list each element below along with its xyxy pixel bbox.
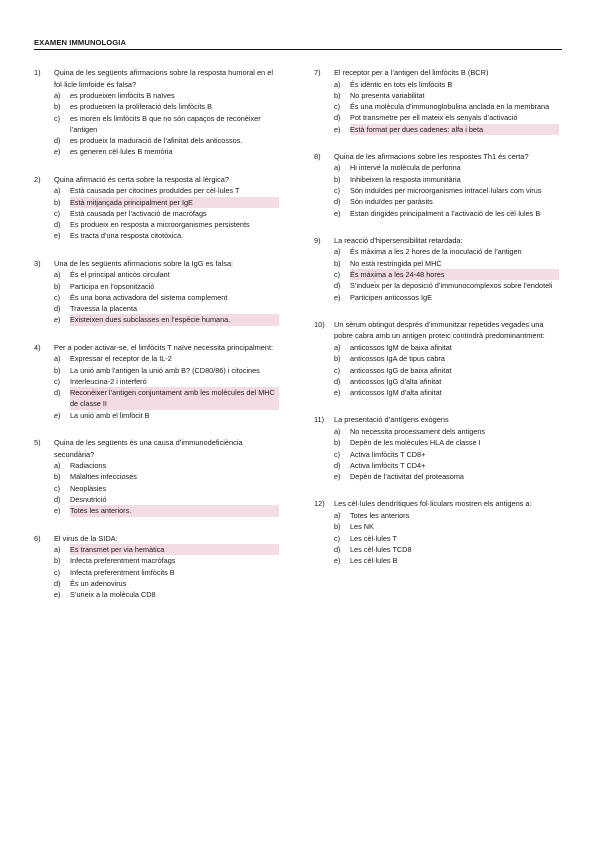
option-text: Totes les anteriors xyxy=(350,510,410,520)
option-letter: c) xyxy=(54,376,61,386)
question-2 xyxy=(34,174,279,242)
answer-option-highlighted xyxy=(334,269,559,280)
option-letter: b) xyxy=(54,281,61,291)
question-number: 12) xyxy=(314,499,325,509)
option-letter: c) xyxy=(334,270,341,280)
question-stem xyxy=(34,258,279,270)
option-text: Neoplàsies xyxy=(70,483,107,493)
answer-option-highlighted xyxy=(334,124,559,135)
answer-options xyxy=(314,79,559,135)
answer-option-highlighted xyxy=(54,197,279,208)
option-text: es produeixen la proliferació dels limfòcits B xyxy=(70,102,212,112)
option-text: És idèntic en tots els limfòcits B xyxy=(350,79,453,89)
option-letter: c) xyxy=(334,186,341,196)
option-letter: b) xyxy=(334,174,341,184)
answer-option xyxy=(334,101,559,112)
answer-option xyxy=(334,353,559,364)
option-text: Activa limfòcits T CD4+ xyxy=(350,460,426,470)
answer-option xyxy=(334,471,559,482)
option-letter: d) xyxy=(54,304,61,314)
answer-option xyxy=(54,208,279,219)
answer-option xyxy=(334,342,559,353)
option-letter: a) xyxy=(334,247,341,257)
answer-option xyxy=(54,555,279,566)
option-text: S’uneix a la molècula CD8 xyxy=(70,590,156,600)
question-number: 3) xyxy=(34,258,41,268)
answer-option xyxy=(54,146,279,157)
question-text: Una de les següents afirmacions sobre la IgG es falsa: xyxy=(54,258,234,268)
answer-option xyxy=(54,578,279,589)
option-letter: c) xyxy=(334,449,341,459)
answer-option xyxy=(54,113,279,136)
answer-option xyxy=(334,426,559,437)
option-letter: a) xyxy=(334,163,341,173)
option-text: es generen cèl·lules B memòria xyxy=(70,147,173,157)
answer-option xyxy=(54,365,279,376)
answer-options xyxy=(314,342,559,398)
question-text: La reacció d’hipersensibilitat retardada: xyxy=(334,235,463,245)
option-text: Són induïdes per paràsits xyxy=(350,197,433,207)
answer-option xyxy=(334,162,559,173)
option-letter: d) xyxy=(334,460,341,470)
option-letter: c) xyxy=(54,113,61,123)
option-text: Les cèl·lules TCD8 xyxy=(350,544,412,554)
answer-option xyxy=(54,219,279,230)
option-letter: d) xyxy=(54,136,61,146)
option-letter: c) xyxy=(54,292,61,302)
option-letter: e) xyxy=(334,124,341,134)
option-letter: c) xyxy=(54,567,61,577)
answer-option xyxy=(54,589,279,600)
question-6 xyxy=(34,533,279,601)
question-12 xyxy=(314,498,559,566)
question-stem xyxy=(34,437,279,460)
option-letter: b) xyxy=(334,438,341,448)
answer-option xyxy=(334,246,559,257)
question-stem xyxy=(34,342,279,354)
right-column xyxy=(314,67,559,582)
exam-title: EXAMEN IMMUNOLOGIA xyxy=(34,38,127,47)
option-letter: a) xyxy=(334,79,341,89)
option-text: Malalties infeccioses xyxy=(70,472,137,482)
option-text: Radiacions xyxy=(70,461,107,471)
option-text: Es tracta d’una resposta citotòxica. xyxy=(70,231,184,241)
answer-option xyxy=(334,460,559,471)
option-text: Inhibeixen la resposta immunitària xyxy=(350,174,461,184)
option-text: Pot transmetre per ell mateix els senyals d’activació xyxy=(350,113,518,123)
answer-option xyxy=(334,185,559,196)
option-text: Estan dirigides principalment a l’activació de les cèl·lules B xyxy=(350,208,541,218)
option-letter: c) xyxy=(334,102,341,112)
option-letter: e) xyxy=(54,147,61,157)
option-letter: d) xyxy=(334,113,341,123)
answer-option xyxy=(334,196,559,207)
option-letter: b) xyxy=(334,522,341,532)
option-letter: a) xyxy=(54,354,61,364)
option-text: Existeixen dues subclasses en l’espècie humana. xyxy=(70,314,279,325)
option-letter: c) xyxy=(54,208,61,218)
answer-options xyxy=(34,185,279,241)
option-text: Travessa la placenta xyxy=(70,304,138,314)
question-11 xyxy=(314,414,559,482)
question-text: Un sèrum obtingut després d’immunitzar repetides vegades una pobre cabra amb un antigen proteic contindrà predominantment: xyxy=(334,319,545,341)
option-text: Hi intervé la molècula de perforina xyxy=(350,163,461,173)
option-text: Es produeix en resposta a microorganismes persistents xyxy=(70,220,250,230)
answer-option xyxy=(54,269,279,280)
question-stem xyxy=(34,533,279,545)
question-stem xyxy=(314,235,559,247)
option-letter: c) xyxy=(334,533,341,543)
question-stem xyxy=(314,151,559,163)
option-text: Les cèl·lules B xyxy=(350,556,398,566)
answer-option xyxy=(334,521,559,532)
answer-option xyxy=(334,437,559,448)
answer-option xyxy=(334,387,559,398)
option-text: No està restringida pel MHC xyxy=(350,258,442,268)
option-text: És una molècula d’immunoglobulina anclada en la membrana xyxy=(350,102,550,112)
answer-options xyxy=(314,510,559,566)
option-text: Activa limfòcits T CD8+ xyxy=(350,449,426,459)
option-text: Depèn de les molècules HLA de classe I xyxy=(350,438,481,448)
answer-option xyxy=(334,555,559,566)
answer-options xyxy=(34,90,279,158)
option-text: És una bona activadora del sistema complement xyxy=(70,292,228,302)
question-text: Quina de les següents afirmacions sobre la resposta humoral en el fol·licle limfoide és falsa? xyxy=(54,68,273,89)
answer-options xyxy=(34,269,279,325)
option-text: Expressar el receptor de la IL-2 xyxy=(70,354,172,364)
answer-option xyxy=(334,544,559,555)
answer-option xyxy=(334,174,559,185)
question-number: 11) xyxy=(314,415,325,425)
option-text: Les NK xyxy=(350,522,374,532)
option-text: És màxima a les 24-48 hores xyxy=(350,269,559,280)
option-text: Està format per dues cadenes: alfa i beta xyxy=(350,124,559,135)
answer-option xyxy=(334,208,559,219)
answer-option xyxy=(54,101,279,112)
question-number: 1) xyxy=(34,68,41,77)
option-letter: b) xyxy=(334,258,341,268)
question-text: Les cèl·lules dendrítiques fol·liculars mostren els antigens a: xyxy=(334,499,532,509)
option-letter: c) xyxy=(54,483,61,493)
option-text: No necessita processament dels antigens xyxy=(350,426,486,436)
option-letter: a) xyxy=(334,426,341,436)
option-text: Reconèixer l’antigen conjuntament amb les molècules del MHC de classe II xyxy=(70,387,279,410)
option-text: Depèn de l’activitat del proteasoma xyxy=(350,472,464,482)
left-column xyxy=(34,67,279,617)
option-letter: b) xyxy=(54,556,61,566)
answer-option xyxy=(334,79,559,90)
option-letter: d) xyxy=(54,388,61,398)
option-text: No presenta variabilitat xyxy=(350,90,425,100)
option-text: es produeix la maduració de l’afinitat dels anticossos. xyxy=(70,136,243,146)
option-text: Interleucina-2 i interferó xyxy=(70,376,147,386)
answer-option-highlighted xyxy=(54,314,279,325)
answer-option xyxy=(54,230,279,241)
answer-option xyxy=(54,292,279,303)
option-text: Està mitjançada principalment per IgE xyxy=(70,197,279,208)
answer-option xyxy=(54,460,279,471)
question-number: 6) xyxy=(34,533,41,543)
option-text: Totes les anteriors. xyxy=(70,505,279,516)
option-text: Participen anticossos IgE xyxy=(350,292,432,302)
question-4 xyxy=(34,342,279,421)
answer-option xyxy=(334,510,559,521)
option-text: anticossos IgG de baixa afinitat xyxy=(350,365,452,375)
answer-option xyxy=(54,303,279,314)
answer-option-highlighted xyxy=(54,387,279,410)
page-header xyxy=(34,38,562,50)
question-8 xyxy=(314,151,559,219)
answer-option-highlighted xyxy=(54,544,279,555)
option-letter: e) xyxy=(334,556,341,566)
option-letter: e) xyxy=(54,315,61,325)
option-text: es produeixen limfòcits B naïves xyxy=(70,91,175,100)
option-letter: e) xyxy=(334,292,341,302)
option-letter: b) xyxy=(334,90,341,100)
option-letter: a) xyxy=(54,186,61,196)
question-number: 5) xyxy=(34,438,41,448)
option-letter: e) xyxy=(54,231,61,241)
option-letter: a) xyxy=(54,270,61,280)
option-text: Són induïdes per microorganismes intracel·lulars com virus xyxy=(350,186,542,196)
question-stem xyxy=(314,319,559,342)
option-text: Les cèl·lules T xyxy=(350,533,397,543)
option-text: Infecta preferentment macròfags xyxy=(70,556,176,566)
question-1 xyxy=(34,67,279,158)
answer-options xyxy=(34,353,279,421)
question-number: 4) xyxy=(34,342,41,352)
option-letter: a) xyxy=(334,510,341,520)
option-text: Està causada per citocines produïdes per cèl·lules T xyxy=(70,186,240,196)
question-stem xyxy=(34,67,279,90)
question-7 xyxy=(314,67,559,135)
question-text: Quina afirmació és certa sobre la resposta al·lèrgica? xyxy=(54,174,229,184)
answer-option xyxy=(334,280,559,291)
answer-option-highlighted xyxy=(54,505,279,516)
option-letter: e) xyxy=(54,506,61,516)
option-text: Està causada per l’activació de macròfags xyxy=(70,208,207,218)
answer-option xyxy=(54,494,279,505)
question-number: 2) xyxy=(34,174,41,184)
question-text: Quina de les següents és una causa d’immunodeficiència secundària? xyxy=(54,438,243,459)
header-divider xyxy=(34,49,562,50)
option-text: És màxima a les 2 hores de la inoculació de l’antigen xyxy=(350,247,522,257)
answer-option xyxy=(334,258,559,269)
option-text: anticossos IgG d’alta afinitat xyxy=(350,376,442,386)
option-letter: c) xyxy=(334,365,341,375)
question-stem xyxy=(314,498,559,510)
option-text: Es transmet per via hemàtica xyxy=(70,544,279,555)
answer-option xyxy=(54,353,279,364)
question-stem xyxy=(314,414,559,426)
option-letter: e) xyxy=(334,472,341,482)
option-letter: d) xyxy=(334,376,341,386)
question-9 xyxy=(314,235,559,303)
question-stem xyxy=(34,174,279,186)
option-text: anticossos IgA de tipus cabra xyxy=(350,354,445,364)
option-letter: e) xyxy=(54,410,61,420)
option-letter: a) xyxy=(54,545,61,555)
option-text: És un adenovirus xyxy=(70,578,127,588)
option-letter: d) xyxy=(334,281,341,291)
question-number: 8) xyxy=(314,151,321,161)
question-text: Per a poder activar-se, el limfòcits T naïve necessita principalment: xyxy=(54,342,274,352)
question-stem xyxy=(314,67,559,79)
answer-option xyxy=(334,449,559,460)
answer-option xyxy=(54,471,279,482)
option-text: Desnutrició xyxy=(70,494,107,504)
option-letter: b) xyxy=(54,102,61,112)
option-letter: e) xyxy=(334,388,341,398)
option-text: anticossos IgM de baixa afinitat xyxy=(350,342,452,352)
answer-option xyxy=(334,365,559,376)
option-text: Participa en l’opsonització xyxy=(70,281,155,291)
question-number: 10) xyxy=(314,319,325,329)
option-letter: b) xyxy=(54,472,61,482)
answer-option xyxy=(334,90,559,101)
option-letter: d) xyxy=(54,578,61,588)
answer-option xyxy=(54,410,279,421)
option-letter: a) xyxy=(54,461,61,471)
option-letter: b) xyxy=(54,365,61,375)
option-letter: d) xyxy=(54,494,61,504)
question-text: El receptor per a l’antigen del limfòcits B (BCR) xyxy=(334,68,489,77)
question-text: Quina de les afirmacions sobre les respostes Th1 és certa? xyxy=(334,151,529,161)
answer-option xyxy=(54,567,279,578)
question-text: La presentació d’antígens exògens xyxy=(334,415,449,425)
answer-options xyxy=(314,162,559,218)
question-number: 7) xyxy=(314,68,321,77)
option-letter: d) xyxy=(54,220,61,230)
option-letter: d) xyxy=(334,544,341,554)
option-text: S’indueix per la deposició d’immunocomplexos sobre l’endoteli xyxy=(350,281,553,291)
answer-options xyxy=(34,544,279,600)
option-letter: b) xyxy=(334,354,341,364)
option-text: La unió amb l’antigen la unió amb B? (CD80/86) i citocines xyxy=(70,365,260,375)
option-text: es moren els limfòcits B que no són capaços de reconèixer l’antigen xyxy=(70,113,261,134)
question-3 xyxy=(34,258,279,326)
answer-options xyxy=(314,246,559,302)
question-10 xyxy=(314,319,559,398)
answer-option xyxy=(334,292,559,303)
option-letter: e) xyxy=(54,590,61,600)
answer-options xyxy=(314,426,559,482)
answer-option xyxy=(54,135,279,146)
option-text: La unió amb el limfòcit B xyxy=(70,410,150,420)
answer-option xyxy=(334,376,559,387)
answer-options xyxy=(34,460,279,516)
question-text: El virus de la SIDA: xyxy=(54,533,118,543)
answer-option xyxy=(54,483,279,494)
answer-option xyxy=(334,533,559,544)
answer-option xyxy=(54,185,279,196)
option-letter: b) xyxy=(54,197,61,207)
question-5 xyxy=(34,437,279,516)
option-text: anticossos IgM d’alta afinitat xyxy=(350,388,442,398)
option-text: És el principal anticòs circulant xyxy=(70,270,170,280)
option-letter: a) xyxy=(54,91,61,100)
answer-option xyxy=(54,281,279,292)
question-number: 9) xyxy=(314,235,321,245)
option-letter: d) xyxy=(334,197,341,207)
answer-option xyxy=(54,376,279,387)
answer-option xyxy=(334,112,559,123)
option-letter: e) xyxy=(334,208,341,218)
option-letter: a) xyxy=(334,342,341,352)
option-text: Infecta preferentment limfòcits B xyxy=(70,567,175,577)
answer-option xyxy=(54,90,279,101)
